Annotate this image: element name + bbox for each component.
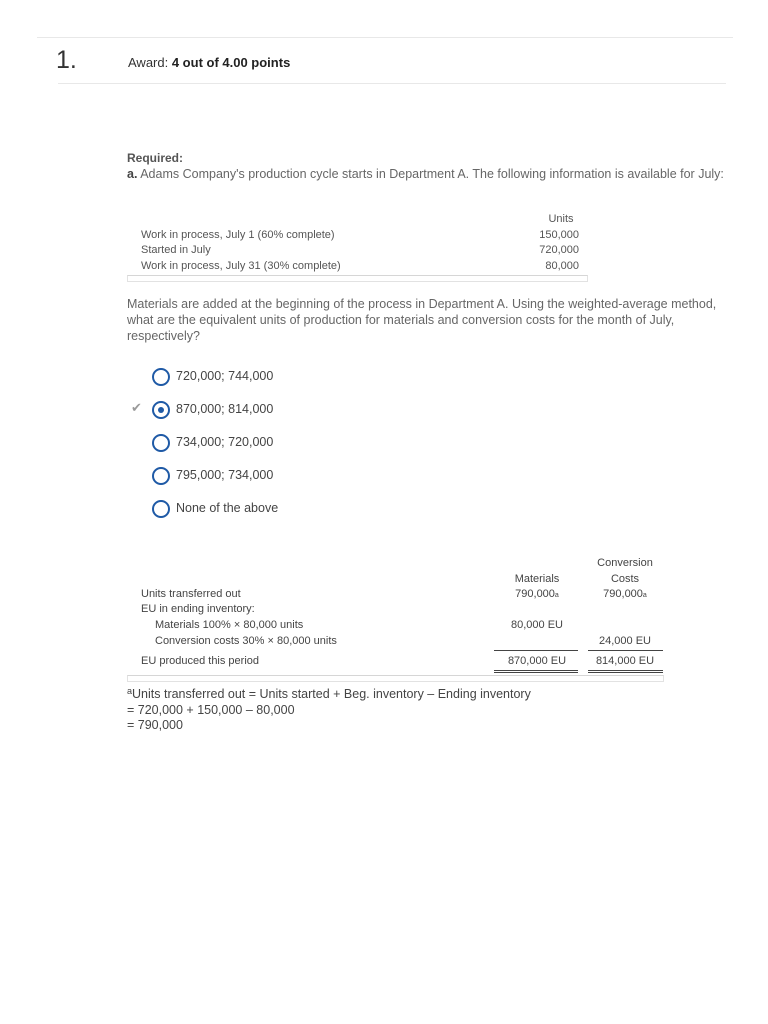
radio-button-selected[interactable] (152, 401, 170, 419)
row-label: EU produced this period (141, 655, 260, 667)
top-divider (37, 37, 733, 38)
table-footer (127, 675, 664, 682)
conversion-value: 790,000a (603, 588, 647, 600)
table-footer (127, 275, 588, 282)
radio-button[interactable] (152, 368, 170, 386)
answer-option-4[interactable] (152, 467, 452, 487)
radio-button[interactable] (152, 434, 170, 452)
required-text (127, 166, 727, 182)
award-prefix: Award: (128, 55, 172, 70)
answer-option-3[interactable] (152, 434, 452, 454)
materials-value: 80,000 EU (511, 619, 563, 631)
part-label: a. (127, 167, 138, 181)
answer-option-2[interactable] (152, 401, 452, 421)
row-value: 720,000 (539, 244, 579, 256)
footnote-line-1: $^a$Units transferred out = Units started + Beg. inventory – Ending inventory (127, 686, 531, 701)
row-label: Conversion costs 30% × 80,000 units (155, 635, 337, 647)
row-label: Units transferred out (141, 588, 241, 600)
row-label: Work in process, July 1 (60% complete) (141, 229, 335, 241)
option-label: 734,000; 720,000 (176, 435, 274, 449)
row-label: Materials 100% × 80,000 units (155, 619, 304, 631)
materials-underline (494, 650, 578, 651)
table-row (141, 229, 579, 244)
conversion-value: 24,000 EU (599, 635, 651, 647)
footnote-line-3: = 790,000 (127, 718, 183, 732)
footnote-line-2: = 720,000 + 150,000 – 80,000 (127, 702, 295, 717)
row-label: Started in July (141, 244, 211, 256)
row-label: Work in process, July 31 (30% complete) (141, 260, 341, 272)
required-body: Adams Company's production cycle starts in Department A. The following information is available for July: (137, 167, 724, 181)
option-label: 720,000; 744,000 (176, 369, 274, 383)
award-text (128, 55, 290, 70)
materials-value: 790,000a (515, 588, 559, 600)
materials-double-underline (494, 670, 578, 673)
conversion-header-2: Costs (610, 573, 640, 585)
required-label: Required: (127, 151, 184, 165)
conversion-double-underline (588, 670, 663, 673)
option-label: None of the above (176, 501, 279, 515)
conversion-header-1: Conversion (597, 557, 653, 569)
answer-option-1[interactable] (152, 368, 452, 388)
row-label: EU in ending inventory: (141, 603, 255, 615)
table-row (141, 244, 579, 259)
question-number: 1. (56, 46, 77, 74)
option-label: 870,000; 814,000 (176, 402, 274, 416)
radio-button[interactable] (152, 500, 170, 518)
materials-total: 870,000 EU (507, 655, 567, 667)
radio-button[interactable] (152, 467, 170, 485)
footnote (127, 684, 531, 734)
materials-header: Materials (514, 573, 560, 585)
award-value: 4 out of 4.00 points (171, 55, 291, 70)
row-value: 80,000 (545, 260, 579, 272)
units-header: Units (548, 213, 574, 225)
checkmark-icon: ✔ (131, 400, 142, 415)
header-divider (58, 83, 726, 84)
conversion-total: 814,000 EU (595, 655, 655, 667)
table-row (141, 260, 579, 275)
question-text: Materials are added at the beginning of the process in Department A. Using the weighted-average method, what are the equivalent units of production for materials and conversion costs for the month of July, respectively? (127, 297, 717, 343)
answer-option-5[interactable] (152, 500, 452, 520)
option-label: 795,000; 734,000 (176, 468, 274, 482)
conversion-underline (588, 650, 663, 651)
row-value: 150,000 (539, 229, 579, 241)
